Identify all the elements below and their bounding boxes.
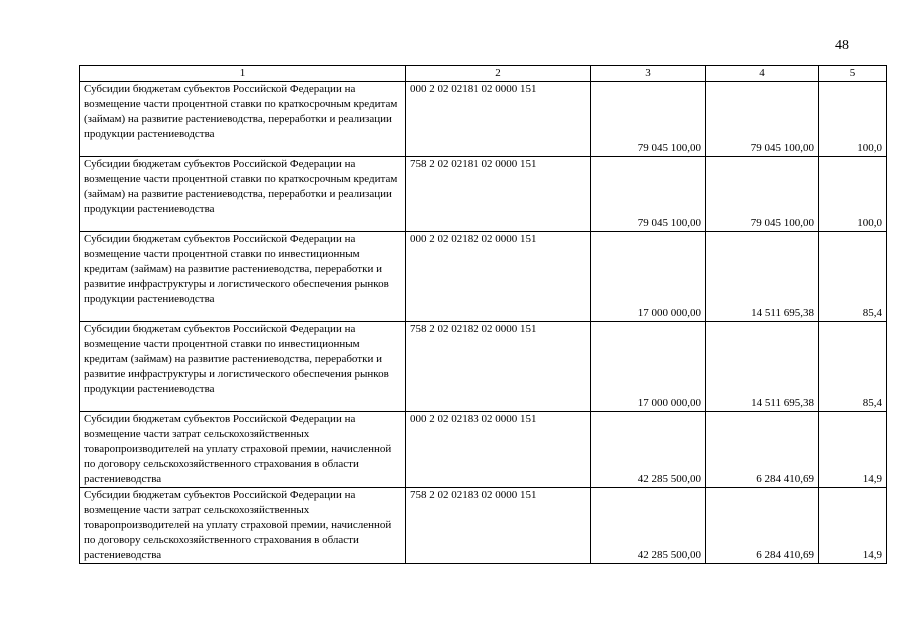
column-header-5: 5 [819,66,887,82]
row-name: Субсидии бюджетам субъектов Российской Федерации на возмещение части процентной ставки по инвестиционным кредитам (займам) на развитие растениеводства, переработки и развитие инфраструктуры и логистического обеспечения рынков продукции растениеводства [80,232,406,322]
page-number: 48 [835,38,849,53]
row-code: 000 2 02 02183 02 0000 151 [406,412,591,488]
row-plan: 42 285 500,00 [591,412,706,488]
row-plan: 17 000 000,00 [591,232,706,322]
column-header-2: 2 [406,66,591,82]
table-row [80,82,887,157]
row-name: Субсидии бюджетам субъектов Российской Федерации на возмещение части процентной ставки по краткосрочным кредитам (займам) на развитие растениеводства, переработки и реализации продукции растениеводства [80,157,406,232]
row-code: 000 2 02 02182 02 0000 151 [406,232,591,322]
table-row [80,412,887,488]
row-percent: 14,9 [819,488,887,564]
row-code: 000 2 02 02181 02 0000 151 [406,82,591,157]
header-row [80,66,887,82]
row-fact: 6 284 410,69 [706,412,819,488]
row-percent: 100,0 [819,157,887,232]
row-percent: 100,0 [819,82,887,157]
row-code: 758 2 02 02181 02 0000 151 [406,157,591,232]
row-name: Субсидии бюджетам субъектов Российской Федерации на возмещение части затрат сельскохозяйственных товаропроизводителей на уплату страховой премии, начисленной по договору сельскохозяйственного страхования в области растениеводства [80,488,406,564]
row-fact: 79 045 100,00 [706,157,819,232]
table-row [80,157,887,232]
row-plan: 79 045 100,00 [591,82,706,157]
row-percent: 85,4 [819,322,887,412]
row-plan: 79 045 100,00 [591,157,706,232]
column-header-3: 3 [591,66,706,82]
column-header-4: 4 [706,66,819,82]
row-code: 758 2 02 02183 02 0000 151 [406,488,591,564]
row-code: 758 2 02 02182 02 0000 151 [406,322,591,412]
row-fact: 14 511 695,38 [706,322,819,412]
table-row [80,322,887,412]
row-fact: 6 284 410,69 [706,488,819,564]
row-fact: 14 511 695,38 [706,232,819,322]
table-row [80,232,887,322]
row-fact: 79 045 100,00 [706,82,819,157]
row-name: Субсидии бюджетам субъектов Российской Федерации на возмещение части процентной ставки по инвестиционным кредитам (займам) на развитие растениеводства, переработки и развитие инфраструктуры и логистического обеспечения рынков продукции растениеводства [80,322,406,412]
column-header-1: 1 [80,66,406,82]
row-name: Субсидии бюджетам субъектов Российской Федерации на возмещение части процентной ставки по краткосрочным кредитам (займам) на развитие растениеводства, переработки и реализации продукции растениеводства [80,82,406,157]
row-plan: 17 000 000,00 [591,322,706,412]
row-name: Субсидии бюджетам субъектов Российской Федерации на возмещение части затрат сельскохозяйственных товаропроизводителей на уплату страховой премии, начисленной по договору сельскохозяйственного страхования в области растениеводства [80,412,406,488]
budget-table [79,65,887,564]
row-percent: 85,4 [819,232,887,322]
row-percent: 14,9 [819,412,887,488]
row-plan: 42 285 500,00 [591,488,706,564]
table-row [80,488,887,564]
